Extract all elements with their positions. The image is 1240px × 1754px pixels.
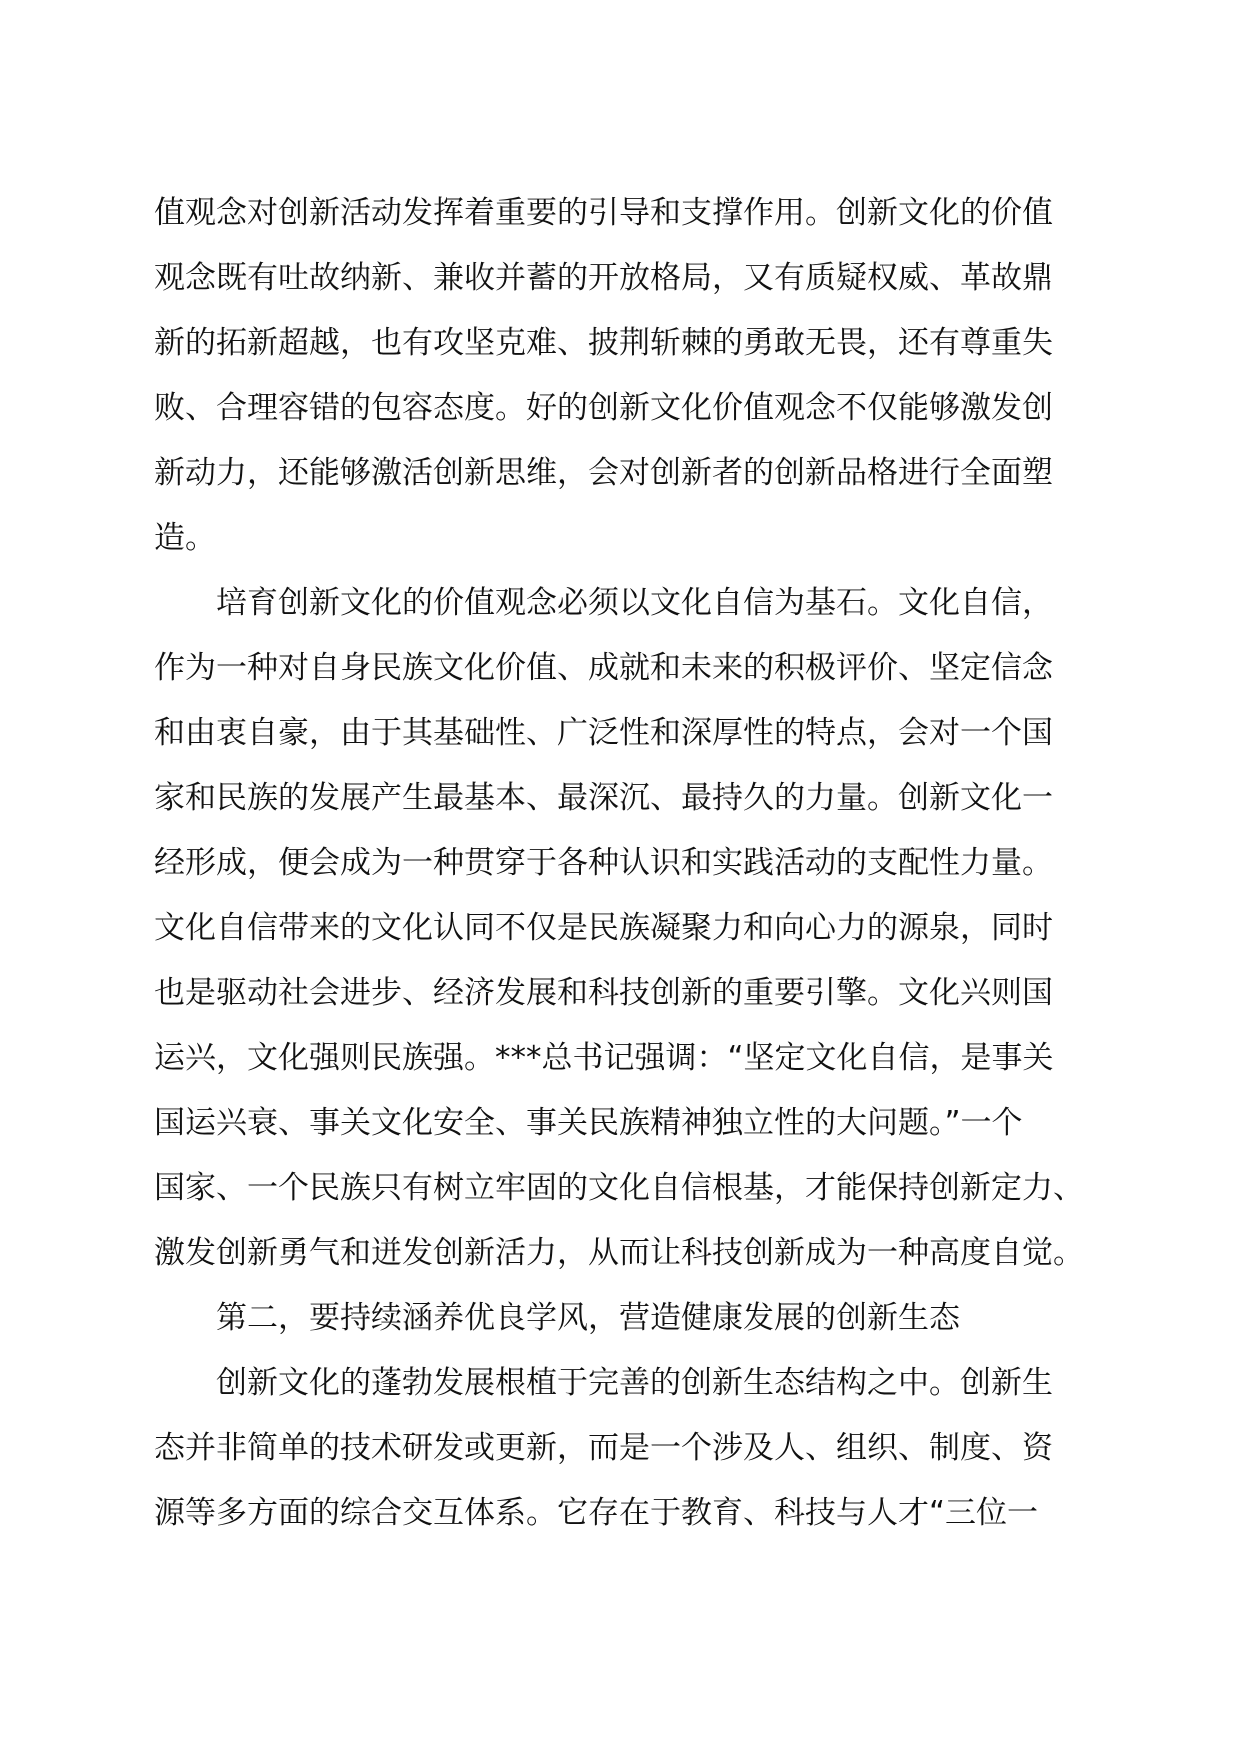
text-line: 家和民族的发展产生最基本、最深沉、最持久的力量。创新文化一: [154, 780, 1053, 816]
text-line: 新动力，还能够激活创新思维，会对创新者的创新品格进行全面塑: [154, 455, 1053, 491]
text-line: 经形成，便会成为一种贯穿于各种认识和实践活动的支配性力量。: [154, 845, 1053, 881]
text-line: 新的拓新超越，也有攻坚克难、披荆斩棘的勇敢无畏，还有尊重失: [154, 325, 1053, 361]
text-line: 国家、一个民族只有树立牢固的文化自信根基，才能保持创新定力、: [154, 1170, 1084, 1206]
text-line: 造。: [154, 520, 216, 556]
text-line: 文化自信带来的文化认同不仅是民族凝聚力和向心力的源泉，同时: [154, 910, 1053, 946]
text-line: 激发创新勇气和迸发创新活力，从而让科技创新成为一种高度自觉。: [154, 1235, 1084, 1271]
text-line: 和由衷自豪，由于其基础性、广泛性和深厚性的特点，会对一个国: [154, 715, 1053, 751]
body-text: [154, 181, 1094, 1546]
text-line: 源等多方面的综合交互体系。它存在于教育、科技与人才“三位一: [154, 1495, 1039, 1531]
text-line: 也是驱动社会进步、经济发展和科技创新的重要引擎。文化兴则国: [154, 975, 1053, 1011]
section-heading: 第二，要持续涵养优良学风，营造健康发展的创新生态: [216, 1300, 960, 1336]
paragraph-start-line: 培育创新文化的价值观念必须以文化自信为基石。文化自信，: [216, 585, 1053, 621]
text-line: 作为一种对自身民族文化价值、成就和未来的积极评价、坚定信念: [154, 650, 1053, 686]
text-line: 运兴，文化强则民族强。***总书记强调：“坚定文化自信，是事关: [154, 1040, 1054, 1076]
text-line: 态并非简单的技术研发或更新，而是一个涉及人、组织、制度、资: [154, 1430, 1053, 1466]
text-line: 观念既有吐故纳新、兼收并蓄的开放格局，又有质疑权威、革故鼎: [154, 260, 1053, 296]
text-line: 国运兴衰、事关文化安全、事关民族精神独立性的大问题。”一个: [154, 1105, 1023, 1141]
paragraph-start-line: 创新文化的蓬勃发展根植于完善的创新生态结构之中。创新生: [216, 1365, 1053, 1401]
text-line: 败、合理容错的包容态度。好的创新文化价值观念不仅能够激发创: [154, 390, 1053, 426]
text-line: 值观念对创新活动发挥着重要的引导和支撑作用。创新文化的价值: [154, 195, 1053, 231]
